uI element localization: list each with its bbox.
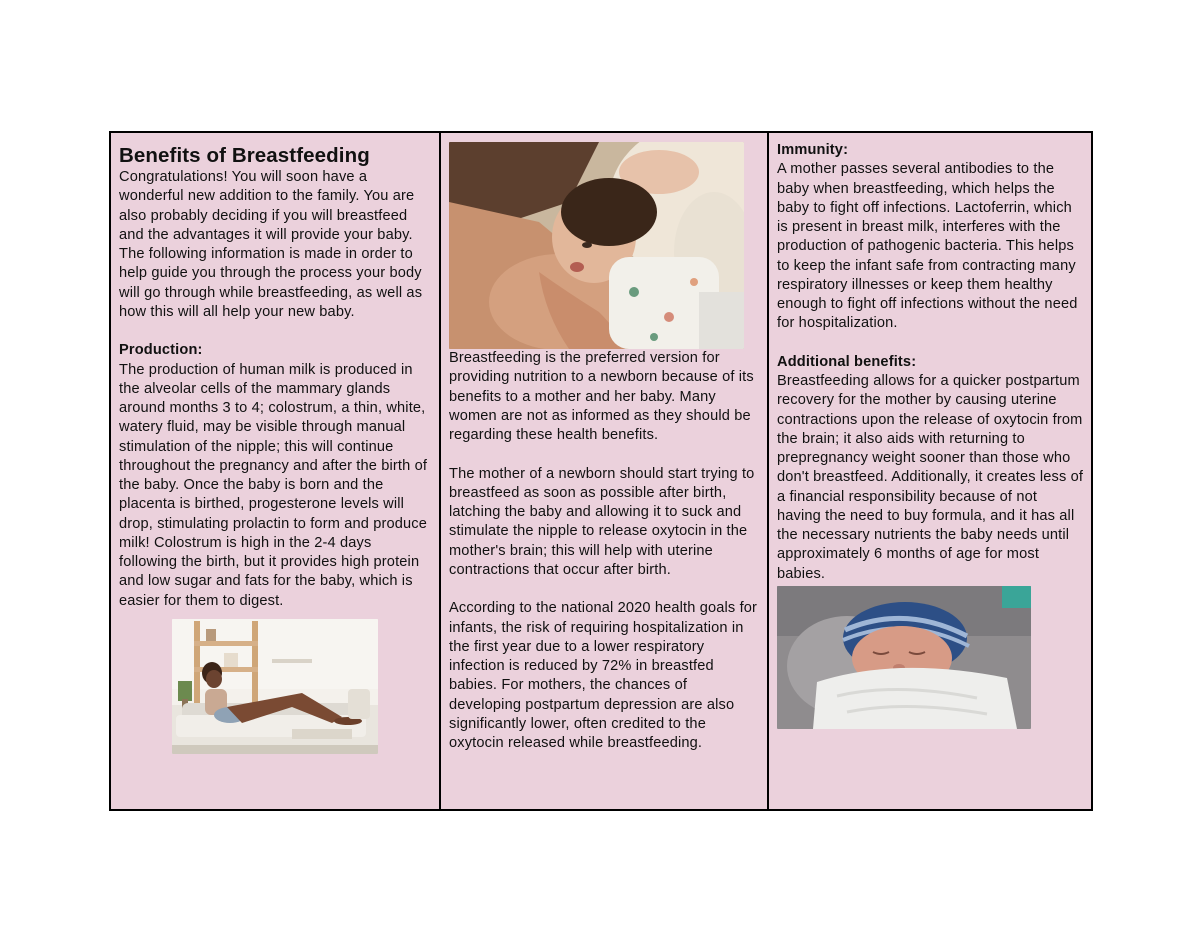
spacer <box>777 334 1084 353</box>
production-paragraph: The production of human milk is produced in the alveolar cells of the mammary glands around months 3 to 4; colostrum, a thin, white, watery fluid, may be visible through manual stimulation of the nipple; this will continue throughout the pregnancy and after the birth of the baby. Once the baby is born and the placenta is birthed, progesterone levels will drop, stimulating prolactin to form and produce milk! Colostrum is high in the 2-4 days following the birth, but it provides high protein and low sugar and fats for the baby, which is easier for them to digest. <box>119 361 428 609</box>
immunity-paragraph: A mother passes several antibodies to the baby when breastfeeding, which helps the baby to fight off infections. Lactoferrin, which is present in breast milk, interferes with the production of pathogenic bacteria. This helps to keep the infant safe from contracting many respiratory illnesses or keep them healthy enough to fight off infections without the need for hospitalization. <box>777 161 1078 332</box>
panel-left <box>111 133 439 809</box>
spacer <box>449 580 760 599</box>
spacer <box>449 445 760 464</box>
brochure <box>109 131 1093 811</box>
nursing-newborn-closeup-photo <box>449 142 744 349</box>
nutrition-paragraph: Breastfeeding is the preferred version for providing nutrition to a newborn because of its benefits to a mother and her baby. Many women are not as informed as they should be regarding these health benefits. <box>449 350 754 443</box>
latching-paragraph: The mother of a newborn should start trying to breastfeed as soon as possible after birth, latching the baby and allowing it to suck and stimulate the nipple to release oxytocin in the mother's brain; this will help with uterine contractions that occur after birth. <box>449 465 755 578</box>
panel-right <box>767 133 1091 809</box>
mother-breastfeeding-on-couch-photo <box>172 619 378 754</box>
additional-benefits-heading: Additional benefits: <box>777 353 917 370</box>
additional-benefits-paragraph: Breastfeeding allows for a quicker postpartum recovery for the mother by causing uterine contractions upon the release of oxytocin from the brain; it also aids with returning to prepregnancy weight sooner than those who don't breastfeed. Additionally, it creates less of a financial responsibility because of not having the need to buy formula, and it has all the necessary nutrients the baby needs until approximately 6 months of age for most babies. <box>777 373 1084 582</box>
brochure-title: Benefits of Breastfeeding <box>119 144 370 167</box>
health-goals-paragraph: According to the national 2020 health goals for infants, the risk of requiring hospitalization in the first year due to a lower respiratory infection is reduced by 72% in breastfed babies. For mothers, the chances of developing postpartum depression are also significantly lower, often credited to the oxytocin released while breastfeeding. <box>449 600 758 751</box>
production-heading: Production: <box>119 342 203 359</box>
swaddled-newborn-sleeping-photo <box>777 586 1031 729</box>
spacer <box>119 322 432 341</box>
panel-middle <box>439 133 767 809</box>
immunity-heading: Immunity: <box>777 142 849 158</box>
intro-paragraph: Congratulations! You will soon have a wonderful new addition to the family. You are also probably deciding if you will breastfeed and the advantages it will provide your baby. The following information is made in order to help guide you through the process your body will go through while breastfeeding, as well as how this will all help your new baby. <box>119 169 423 320</box>
